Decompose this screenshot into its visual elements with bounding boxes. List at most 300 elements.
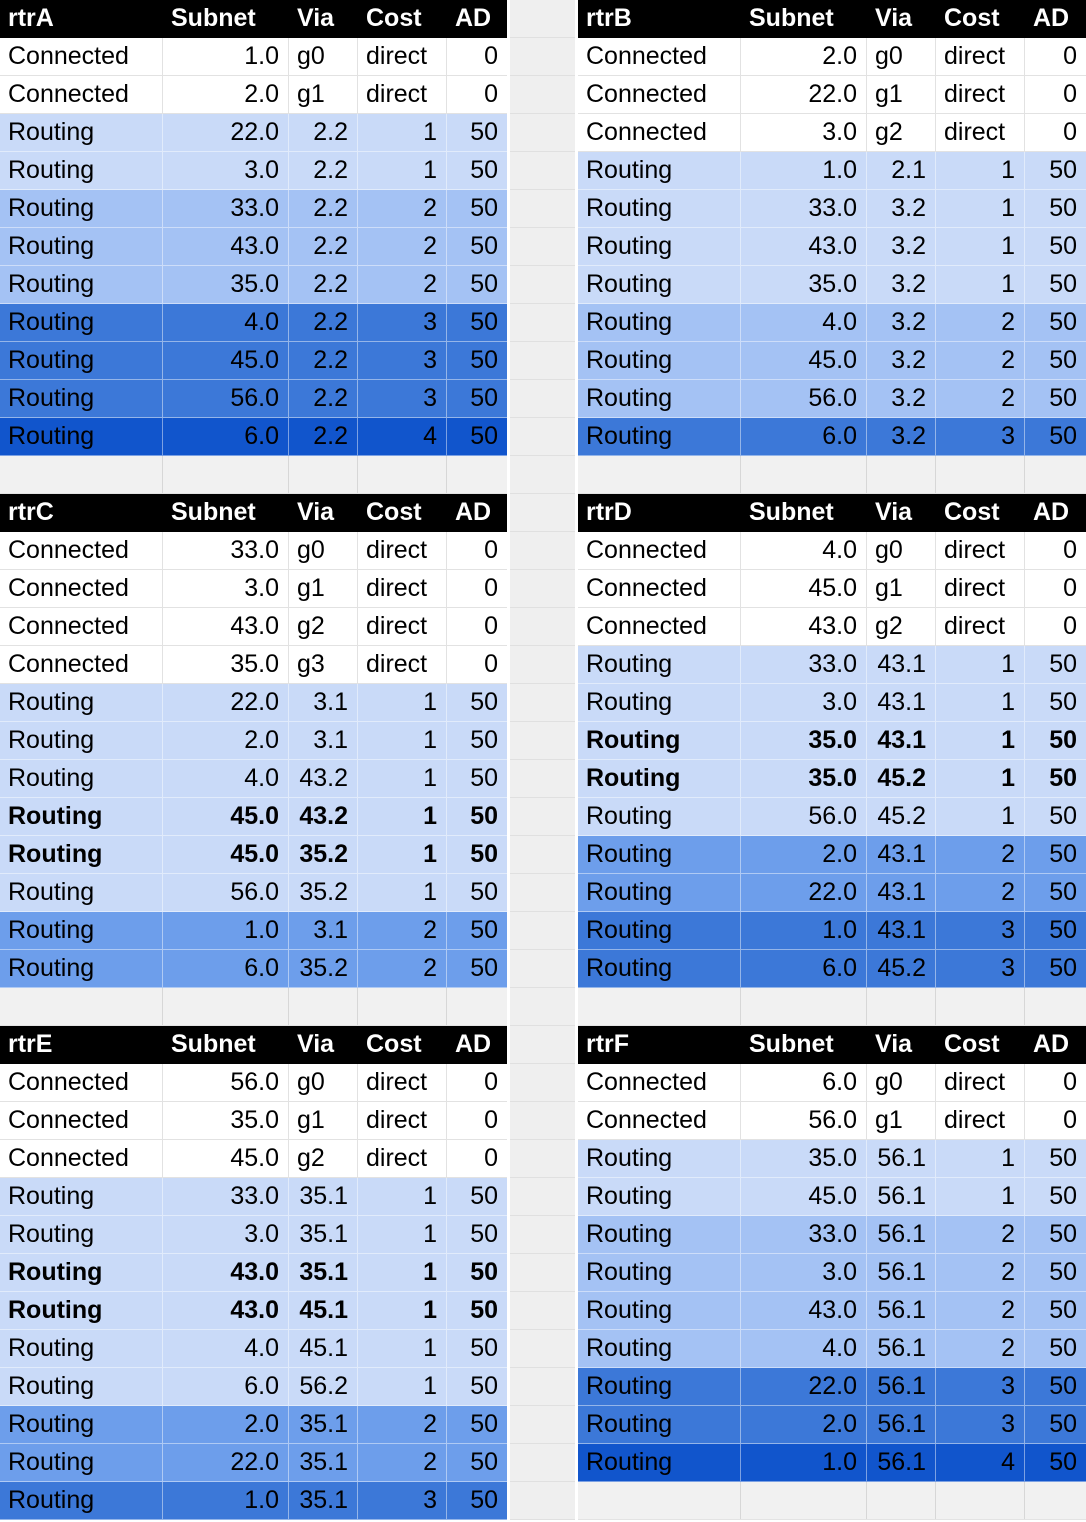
cell-ad[interactable]: 50 <box>470 916 498 944</box>
cell-subnet[interactable]: 45.0 <box>163 342 289 379</box>
cell-ad[interactable]: 50 <box>470 1410 498 1438</box>
column-header-ad[interactable]: AD <box>455 4 492 32</box>
cell-via[interactable]: 35.1 <box>289 1254 358 1291</box>
cell-subnet[interactable]: 43.0 <box>163 1254 289 1291</box>
cell-ad[interactable]: 0 <box>484 1106 498 1134</box>
cell-cost[interactable]: direct <box>936 608 1025 645</box>
cell-ad[interactable]: 0 <box>1063 1068 1077 1096</box>
cell-type[interactable]: Routing <box>578 1254 741 1291</box>
cell-cost[interactable]: 1 <box>358 684 447 721</box>
cell-ad[interactable]: 50 <box>470 1448 498 1476</box>
cell-cost[interactable]: 2 <box>358 266 447 303</box>
cell-cost[interactable]: 3 <box>936 1406 1025 1443</box>
blank-cell[interactable] <box>358 456 447 493</box>
cell-ad[interactable]: 50 <box>470 954 498 982</box>
cell-ad[interactable]: 0 <box>484 574 498 602</box>
cell-via[interactable]: 35.1 <box>289 1216 358 1253</box>
cell-subnet[interactable]: 45.0 <box>741 570 867 607</box>
cell-via[interactable]: 56.1 <box>867 1216 936 1253</box>
cell-subnet[interactable]: 3.0 <box>163 570 289 607</box>
cell-type[interactable]: Routing <box>578 152 741 189</box>
cell-type[interactable]: Routing <box>0 1216 163 1253</box>
column-header-subnet[interactable]: Subnet <box>171 1030 256 1058</box>
cell-type[interactable]: Connected <box>0 1064 163 1101</box>
cell-cost[interactable]: 1 <box>358 836 447 873</box>
cell-ad[interactable]: 0 <box>1063 1106 1077 1134</box>
cell-via[interactable]: g1 <box>867 570 936 607</box>
cell-via[interactable]: g2 <box>867 114 936 151</box>
cell-via[interactable]: 2.1 <box>867 152 936 189</box>
cell-ad[interactable]: 50 <box>1049 1372 1077 1400</box>
cell-ad[interactable]: 50 <box>1049 764 1077 792</box>
cell-type[interactable]: Routing <box>578 836 741 873</box>
blank-cell[interactable] <box>741 456 867 493</box>
column-header-via[interactable]: Via <box>297 4 335 32</box>
cell-ad[interactable]: 50 <box>470 726 498 754</box>
cell-subnet[interactable]: 43.0 <box>741 1292 867 1329</box>
column-header-subnet[interactable]: Subnet <box>749 498 834 526</box>
cell-cost[interactable]: 1 <box>936 722 1025 759</box>
cell-ad[interactable]: 50 <box>470 1182 498 1210</box>
cell-subnet[interactable]: 33.0 <box>163 190 289 227</box>
cell-cost[interactable]: 2 <box>358 190 447 227</box>
cell-cost[interactable]: 2 <box>936 1292 1025 1329</box>
cell-subnet[interactable]: 6.0 <box>741 418 867 455</box>
cell-via[interactable]: 56.1 <box>867 1140 936 1177</box>
cell-type[interactable]: Connected <box>578 1102 741 1139</box>
cell-ad[interactable]: 50 <box>470 1258 498 1286</box>
cell-cost[interactable]: direct <box>358 76 447 113</box>
cell-via[interactable]: 56.1 <box>867 1406 936 1443</box>
cell-cost[interactable]: direct <box>936 38 1025 75</box>
cell-type[interactable]: Routing <box>578 1444 741 1481</box>
cell-via[interactable]: g0 <box>289 1064 358 1101</box>
cell-cost[interactable]: 4 <box>358 418 447 455</box>
cell-cost[interactable]: 1 <box>936 1178 1025 1215</box>
cell-type[interactable]: Routing <box>578 418 741 455</box>
cell-via[interactable]: 2.2 <box>289 152 358 189</box>
cell-cost[interactable]: 3 <box>358 1482 447 1519</box>
column-header-ad[interactable]: AD <box>455 498 492 526</box>
cell-cost[interactable]: 3 <box>358 380 447 417</box>
blank-cell[interactable] <box>578 1482 741 1519</box>
cell-via[interactable]: 43.1 <box>867 722 936 759</box>
cell-type[interactable]: Routing <box>0 152 163 189</box>
cell-cost[interactable]: 1 <box>936 190 1025 227</box>
cell-via[interactable]: 35.2 <box>289 950 358 987</box>
cell-subnet[interactable]: 43.0 <box>741 228 867 265</box>
cell-cost[interactable]: 2 <box>936 874 1025 911</box>
cell-cost[interactable]: 2 <box>936 1330 1025 1367</box>
blank-cell[interactable] <box>867 1482 936 1519</box>
cell-type[interactable]: Routing <box>578 266 741 303</box>
cell-cost[interactable]: 2 <box>936 342 1025 379</box>
cell-type[interactable]: Routing <box>0 114 163 151</box>
cell-subnet[interactable]: 56.0 <box>163 1064 289 1101</box>
cell-ad[interactable]: 50 <box>1049 194 1077 222</box>
cell-subnet[interactable]: 22.0 <box>741 874 867 911</box>
cell-via[interactable]: 3.2 <box>867 304 936 341</box>
cell-cost[interactable]: 1 <box>936 760 1025 797</box>
cell-ad[interactable]: 50 <box>1049 1258 1077 1286</box>
cell-cost[interactable]: 1 <box>358 798 447 835</box>
cell-via[interactable]: 35.2 <box>289 874 358 911</box>
cell-type[interactable]: Routing <box>0 1444 163 1481</box>
cell-type[interactable]: Routing <box>578 722 741 759</box>
cell-subnet[interactable]: 2.0 <box>741 836 867 873</box>
blank-cell[interactable] <box>447 988 507 1025</box>
table-title[interactable]: rtrD <box>586 498 632 526</box>
cell-type[interactable]: Connected <box>578 570 741 607</box>
cell-ad[interactable]: 0 <box>1063 536 1077 564</box>
cell-ad[interactable]: 50 <box>1049 688 1077 716</box>
cell-subnet[interactable]: 35.0 <box>163 1102 289 1139</box>
cell-subnet[interactable]: 2.0 <box>741 1406 867 1443</box>
cell-via[interactable]: g2 <box>289 1140 358 1177</box>
blank-cell[interactable] <box>358 988 447 1025</box>
cell-via[interactable]: 2.2 <box>289 418 358 455</box>
cell-cost[interactable]: 2 <box>936 304 1025 341</box>
cell-via[interactable]: 3.1 <box>289 912 358 949</box>
cell-cost[interactable]: 4 <box>936 1444 1025 1481</box>
cell-ad[interactable]: 0 <box>484 1144 498 1172</box>
cell-type[interactable]: Routing <box>578 646 741 683</box>
cell-type[interactable]: Connected <box>0 532 163 569</box>
cell-ad[interactable]: 50 <box>1049 1410 1077 1438</box>
cell-subnet[interactable]: 45.0 <box>741 342 867 379</box>
cell-cost[interactable]: 1 <box>358 760 447 797</box>
cell-via[interactable]: g0 <box>289 532 358 569</box>
cell-type[interactable]: Routing <box>578 1368 741 1405</box>
cell-cost[interactable]: 2 <box>358 228 447 265</box>
cell-type[interactable]: Routing <box>0 228 163 265</box>
cell-type[interactable]: Routing <box>0 874 163 911</box>
cell-subnet[interactable]: 45.0 <box>741 1178 867 1215</box>
cell-via[interactable]: 43.1 <box>867 836 936 873</box>
blank-cell[interactable] <box>163 988 289 1025</box>
cell-cost[interactable]: 1 <box>358 1330 447 1367</box>
cell-type[interactable]: Routing <box>0 1368 163 1405</box>
column-header-cost[interactable]: Cost <box>366 498 422 526</box>
blank-cell[interactable] <box>936 1482 1025 1519</box>
cell-subnet[interactable]: 45.0 <box>163 836 289 873</box>
cell-ad[interactable]: 50 <box>1049 878 1077 906</box>
cell-type[interactable]: Routing <box>0 1292 163 1329</box>
cell-type[interactable]: Connected <box>578 532 741 569</box>
cell-type[interactable]: Routing <box>578 1178 741 1215</box>
cell-type[interactable]: Routing <box>0 912 163 949</box>
column-header-via[interactable]: Via <box>875 4 913 32</box>
cell-subnet[interactable]: 3.0 <box>163 152 289 189</box>
cell-via[interactable]: g1 <box>289 1102 358 1139</box>
cell-cost[interactable]: direct <box>358 608 447 645</box>
cell-ad[interactable]: 50 <box>470 1486 498 1514</box>
cell-via[interactable]: 35.1 <box>289 1444 358 1481</box>
table-title[interactable]: rtrA <box>8 4 54 32</box>
cell-via[interactable]: 43.1 <box>867 912 936 949</box>
cell-ad[interactable]: 0 <box>1063 574 1077 602</box>
cell-ad[interactable]: 50 <box>1049 1334 1077 1362</box>
cell-via[interactable]: 45.1 <box>289 1330 358 1367</box>
cell-type[interactable]: Connected <box>578 76 741 113</box>
cell-via[interactable]: g2 <box>867 608 936 645</box>
column-header-subnet[interactable]: Subnet <box>171 498 256 526</box>
cell-cost[interactable]: 1 <box>358 114 447 151</box>
cell-type[interactable]: Routing <box>0 798 163 835</box>
cell-ad[interactable]: 50 <box>1049 726 1077 754</box>
cell-cost[interactable]: 1 <box>358 722 447 759</box>
cell-cost[interactable]: 1 <box>936 1140 1025 1177</box>
cell-via[interactable]: 35.1 <box>289 1178 358 1215</box>
blank-cell[interactable] <box>289 988 358 1025</box>
cell-subnet[interactable]: 56.0 <box>163 380 289 417</box>
cell-cost[interactable]: 3 <box>936 418 1025 455</box>
cell-ad[interactable]: 50 <box>470 1296 498 1324</box>
cell-subnet[interactable]: 35.0 <box>741 722 867 759</box>
cell-subnet[interactable]: 4.0 <box>163 304 289 341</box>
cell-cost[interactable]: direct <box>358 570 447 607</box>
cell-ad[interactable]: 0 <box>484 650 498 678</box>
cell-subnet[interactable]: 1.0 <box>163 38 289 75</box>
column-header-via[interactable]: Via <box>875 1030 913 1058</box>
cell-ad[interactable]: 50 <box>470 308 498 336</box>
cell-subnet[interactable]: 56.0 <box>163 874 289 911</box>
cell-type[interactable]: Routing <box>578 950 741 987</box>
cell-subnet[interactable]: 35.0 <box>741 760 867 797</box>
cell-via[interactable]: g0 <box>867 38 936 75</box>
cell-ad[interactable]: 50 <box>1049 650 1077 678</box>
blank-cell[interactable] <box>1025 988 1086 1025</box>
cell-subnet[interactable]: 22.0 <box>163 684 289 721</box>
cell-ad[interactable]: 0 <box>1063 612 1077 640</box>
cell-type[interactable]: Routing <box>578 304 741 341</box>
cell-cost[interactable]: 3 <box>936 1368 1025 1405</box>
cell-type[interactable]: Routing <box>0 1254 163 1291</box>
cell-ad[interactable]: 50 <box>1049 1296 1077 1324</box>
blank-cell[interactable] <box>578 988 741 1025</box>
cell-cost[interactable]: direct <box>936 1064 1025 1101</box>
cell-via[interactable]: 43.2 <box>289 760 358 797</box>
cell-via[interactable]: 56.1 <box>867 1254 936 1291</box>
table-title[interactable]: rtrE <box>8 1030 53 1058</box>
cell-type[interactable]: Connected <box>578 114 741 151</box>
cell-via[interactable]: 43.1 <box>867 684 936 721</box>
column-header-ad[interactable]: AD <box>1033 1030 1070 1058</box>
cell-ad[interactable]: 0 <box>484 42 498 70</box>
cell-via[interactable]: 43.1 <box>867 646 936 683</box>
cell-cost[interactable]: direct <box>936 76 1025 113</box>
cell-cost[interactable]: direct <box>936 570 1025 607</box>
cell-via[interactable]: 3.1 <box>289 684 358 721</box>
cell-via[interactable]: 45.1 <box>289 1292 358 1329</box>
cell-subnet[interactable]: 1.0 <box>163 912 289 949</box>
cell-via[interactable]: g1 <box>867 76 936 113</box>
cell-ad[interactable]: 50 <box>1049 232 1077 260</box>
blank-cell[interactable] <box>936 456 1025 493</box>
cell-subnet[interactable]: 33.0 <box>741 190 867 227</box>
cell-ad[interactable]: 50 <box>470 1372 498 1400</box>
cell-type[interactable]: Connected <box>0 1102 163 1139</box>
column-header-cost[interactable]: Cost <box>944 4 1000 32</box>
blank-cell[interactable] <box>578 456 741 493</box>
cell-subnet[interactable]: 6.0 <box>163 418 289 455</box>
cell-type[interactable]: Connected <box>0 1140 163 1177</box>
cell-via[interactable]: 2.2 <box>289 228 358 265</box>
cell-subnet[interactable]: 22.0 <box>741 76 867 113</box>
cell-via[interactable]: g1 <box>867 1102 936 1139</box>
cell-subnet[interactable]: 1.0 <box>741 152 867 189</box>
cell-via[interactable]: 3.2 <box>867 266 936 303</box>
cell-cost[interactable]: 2 <box>358 912 447 949</box>
cell-type[interactable]: Routing <box>578 380 741 417</box>
cell-subnet[interactable]: 35.0 <box>741 266 867 303</box>
cell-via[interactable]: 2.2 <box>289 190 358 227</box>
cell-subnet[interactable]: 35.0 <box>741 1140 867 1177</box>
cell-via[interactable]: 3.2 <box>867 418 936 455</box>
cell-ad[interactable]: 50 <box>470 1334 498 1362</box>
cell-cost[interactable]: 3 <box>936 950 1025 987</box>
cell-subnet[interactable]: 33.0 <box>741 646 867 683</box>
cell-subnet[interactable]: 6.0 <box>163 1368 289 1405</box>
cell-type[interactable]: Routing <box>0 760 163 797</box>
cell-via[interactable]: 2.2 <box>289 380 358 417</box>
cell-type[interactable]: Routing <box>578 190 741 227</box>
cell-ad[interactable]: 50 <box>470 232 498 260</box>
cell-subnet[interactable]: 4.0 <box>741 304 867 341</box>
cell-type[interactable]: Connected <box>0 76 163 113</box>
cell-cost[interactable]: 2 <box>358 950 447 987</box>
cell-cost[interactable]: 1 <box>358 152 447 189</box>
column-header-cost[interactable]: Cost <box>944 1030 1000 1058</box>
cell-cost[interactable]: 1 <box>358 874 447 911</box>
column-header-via[interactable]: Via <box>297 1030 335 1058</box>
cell-cost[interactable]: 1 <box>358 1368 447 1405</box>
cell-via[interactable]: 2.2 <box>289 304 358 341</box>
cell-via[interactable]: 56.1 <box>867 1178 936 1215</box>
blank-cell[interactable] <box>867 456 936 493</box>
cell-subnet[interactable]: 35.0 <box>163 646 289 683</box>
cell-via[interactable]: 43.1 <box>867 874 936 911</box>
cell-subnet[interactable]: 2.0 <box>163 722 289 759</box>
cell-cost[interactable]: direct <box>358 1102 447 1139</box>
cell-type[interactable]: Connected <box>578 608 741 645</box>
cell-cost[interactable]: 3 <box>358 304 447 341</box>
cell-cost[interactable]: direct <box>358 1064 447 1101</box>
cell-type[interactable]: Routing <box>0 1178 163 1215</box>
cell-subnet[interactable]: 35.0 <box>163 266 289 303</box>
column-header-ad[interactable]: AD <box>1033 4 1070 32</box>
cell-via[interactable]: 56.1 <box>867 1368 936 1405</box>
blank-cell[interactable] <box>447 456 507 493</box>
blank-cell[interactable] <box>867 988 936 1025</box>
cell-cost[interactable]: 2 <box>358 1406 447 1443</box>
cell-ad[interactable]: 50 <box>470 118 498 146</box>
cell-type[interactable]: Routing <box>0 380 163 417</box>
cell-via[interactable]: 3.2 <box>867 380 936 417</box>
cell-cost[interactable]: direct <box>936 114 1025 151</box>
cell-type[interactable]: Routing <box>578 760 741 797</box>
cell-type[interactable]: Routing <box>0 1406 163 1443</box>
cell-subnet[interactable]: 1.0 <box>741 912 867 949</box>
cell-subnet[interactable]: 6.0 <box>741 1064 867 1101</box>
cell-cost[interactable]: direct <box>358 38 447 75</box>
cell-type[interactable]: Routing <box>0 418 163 455</box>
cell-ad[interactable]: 0 <box>1063 80 1077 108</box>
table-title[interactable]: rtrB <box>586 4 632 32</box>
column-header-subnet[interactable]: Subnet <box>171 4 256 32</box>
blank-cell[interactable] <box>289 456 358 493</box>
cell-type[interactable]: Routing <box>0 1330 163 1367</box>
cell-via[interactable]: 2.2 <box>289 266 358 303</box>
cell-ad[interactable]: 50 <box>1049 384 1077 412</box>
cell-ad[interactable]: 50 <box>1049 916 1077 944</box>
cell-subnet[interactable]: 3.0 <box>741 1254 867 1291</box>
cell-type[interactable]: Routing <box>0 304 163 341</box>
cell-ad[interactable]: 50 <box>470 194 498 222</box>
cell-type[interactable]: Routing <box>0 722 163 759</box>
cell-via[interactable]: g0 <box>867 1064 936 1101</box>
cell-ad[interactable]: 0 <box>484 1068 498 1096</box>
cell-via[interactable]: 3.2 <box>867 228 936 265</box>
cell-cost[interactable]: direct <box>936 532 1025 569</box>
cell-via[interactable]: 3.2 <box>867 342 936 379</box>
column-header-via[interactable]: Via <box>297 498 335 526</box>
cell-type[interactable]: Connected <box>578 1064 741 1101</box>
cell-via[interactable]: g3 <box>289 646 358 683</box>
cell-type[interactable]: Routing <box>0 836 163 873</box>
cell-cost[interactable]: 1 <box>936 646 1025 683</box>
blank-cell[interactable] <box>163 456 289 493</box>
cell-ad[interactable]: 50 <box>470 688 498 716</box>
column-header-subnet[interactable]: Subnet <box>749 1030 834 1058</box>
cell-via[interactable]: 45.2 <box>867 760 936 797</box>
cell-ad[interactable]: 50 <box>470 764 498 792</box>
cell-via[interactable]: 2.2 <box>289 114 358 151</box>
cell-ad[interactable]: 50 <box>470 422 498 450</box>
cell-subnet[interactable]: 3.0 <box>741 114 867 151</box>
cell-subnet[interactable]: 1.0 <box>163 1482 289 1519</box>
blank-cell[interactable] <box>0 456 163 493</box>
cell-cost[interactable]: 3 <box>936 912 1025 949</box>
cell-type[interactable]: Connected <box>0 570 163 607</box>
cell-type[interactable]: Routing <box>578 1140 741 1177</box>
cell-cost[interactable]: direct <box>936 1102 1025 1139</box>
cell-via[interactable]: g2 <box>289 608 358 645</box>
cell-subnet[interactable]: 33.0 <box>163 1178 289 1215</box>
cell-ad[interactable]: 0 <box>484 80 498 108</box>
cell-subnet[interactable]: 43.0 <box>163 608 289 645</box>
cell-cost[interactable]: 2 <box>936 1254 1025 1291</box>
cell-ad[interactable]: 0 <box>1063 118 1077 146</box>
cell-cost[interactable]: 2 <box>358 1444 447 1481</box>
cell-via[interactable]: 2.2 <box>289 342 358 379</box>
cell-subnet[interactable]: 43.0 <box>741 608 867 645</box>
cell-ad[interactable]: 0 <box>484 536 498 564</box>
cell-type[interactable]: Connected <box>0 608 163 645</box>
cell-subnet[interactable]: 4.0 <box>163 760 289 797</box>
column-header-cost[interactable]: Cost <box>366 4 422 32</box>
cell-via[interactable]: g0 <box>289 38 358 75</box>
cell-type[interactable]: Routing <box>578 798 741 835</box>
cell-cost[interactable]: 1 <box>358 1292 447 1329</box>
cell-subnet[interactable]: 2.0 <box>741 38 867 75</box>
cell-subnet[interactable]: 2.0 <box>163 1406 289 1443</box>
cell-type[interactable]: Routing <box>0 266 163 303</box>
cell-via[interactable]: 45.2 <box>867 950 936 987</box>
blank-cell[interactable] <box>741 1482 867 1519</box>
cell-ad[interactable]: 50 <box>470 384 498 412</box>
cell-ad[interactable]: 50 <box>470 802 498 830</box>
